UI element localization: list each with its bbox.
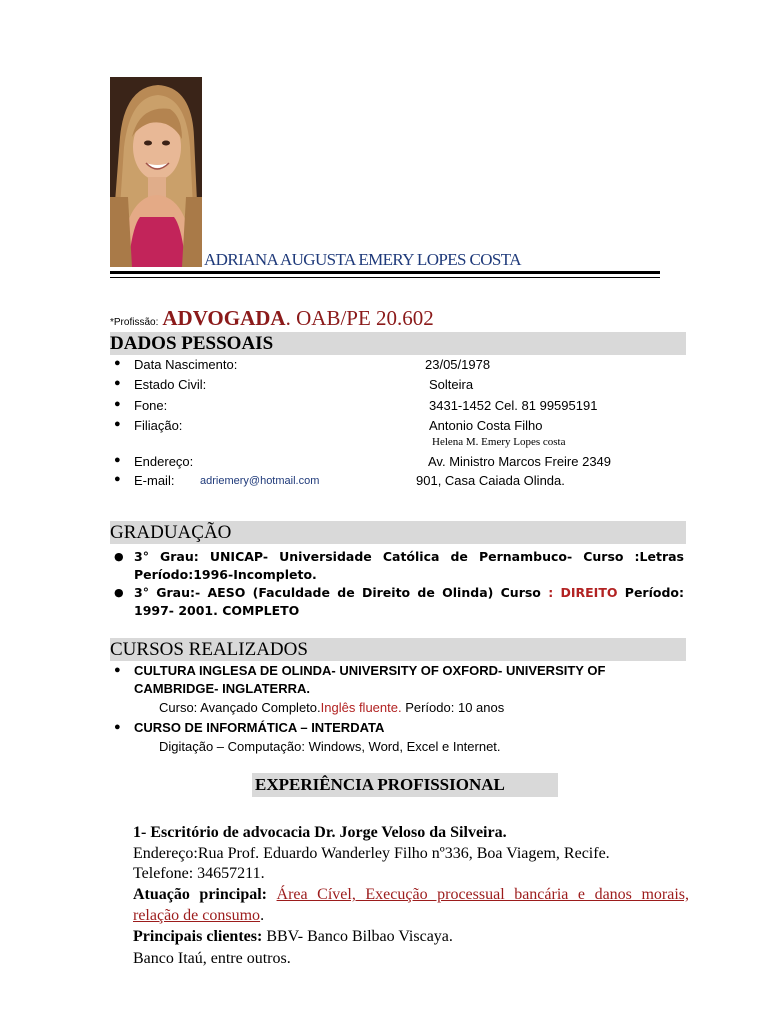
course-title: CURSO DE INFORMÁTICA – INTERDATA: [134, 720, 385, 735]
field-label: Fone:: [134, 398, 168, 413]
course-detail-part: Curso: Avançado Completo.: [159, 700, 321, 715]
bullet-icon: ●: [114, 357, 121, 369]
email-link[interactable]: adriemery@hotmail.com: [200, 475, 320, 487]
section-experiencia: EXPERIÊNCIA PROFISSIONAL: [252, 773, 558, 797]
header-rule-thick: [110, 271, 660, 274]
bullet-icon: ●: [114, 398, 121, 410]
bullet-icon: ●: [114, 418, 121, 430]
job-area-value: Área Cível, Execução processual bancária e danos morais, relação de consumo: [133, 886, 689, 924]
profile-photo: [110, 77, 202, 267]
job-clients-value: BBV- Banco Bilbao Viscaya.: [262, 928, 453, 945]
section-cursos: CURSOS REALIZADOS: [110, 638, 686, 661]
field-value-secondary: Helena M. Emery Lopes costa: [432, 436, 566, 448]
bullet-icon: ●: [114, 550, 124, 563]
course-title: CULTURA INGLESA DE OLINDA- UNIVERSITY OF OXFORD- UNIVERSITY OF CAMBRIDGE- INGLATERRA.: [134, 663, 606, 696]
field-value: Antonio Costa Filho: [429, 418, 543, 433]
header-rule-thin: [110, 277, 660, 278]
job-area: Atuação principal: Área Cível, Execução processual bancária e danos morais, relação de consumo.: [133, 886, 689, 924]
bullet-icon: ●: [114, 377, 121, 389]
graduation-text: 3° Grau: UNICAP- Universidade Católica de Pernambuco- Curso :Letras Período:1996-Incompleto.: [134, 549, 684, 582]
job-phone: Telefone: 34657211.: [133, 865, 265, 882]
course-detail-part: Período: 10 anos: [401, 700, 505, 715]
profession-label: *Profissão:: [110, 317, 159, 328]
full-name: ADRIANA AUGUSTA EMERY LOPES COSTA: [204, 250, 521, 269]
job-clients-label: Principais clientes:: [133, 928, 263, 945]
bullet-icon: ●: [114, 664, 121, 676]
graduation-text-part: 3° Grau:- AESO (Faculdade de Direito de Olinda) Curso: [134, 585, 549, 600]
course-highlight: Inglês fluente.: [320, 700, 402, 715]
job-address: Endereço:Rua Prof. Eduardo Wanderley Filho nº336, Boa Viagem, Recife.: [133, 845, 610, 862]
field-label: Data Nascimento:: [134, 357, 238, 372]
field-value: Solteira: [429, 377, 474, 392]
field-label: Endereço:: [134, 454, 194, 469]
field-value: 3431-1452 Cel. 81 99595191: [429, 398, 598, 413]
field-value: 901, Casa Caiada Olinda.: [416, 473, 565, 488]
field-label: Estado Civil:: [134, 377, 207, 392]
graduation-text: [110, 584, 684, 620]
field-label: E-mail:: [134, 473, 175, 488]
oab-number: . OAB/PE 20.602: [285, 306, 434, 330]
list-item: [110, 548, 684, 584]
course-detail: Digitação – Computação: Windows, Word, Excel e Internet.: [159, 739, 501, 754]
job-clients: [133, 926, 689, 947]
section-graduacao: GRADUAÇÃO: [110, 521, 686, 544]
bullet-icon: ●: [114, 454, 121, 466]
profession: ADVOGADA: [162, 306, 286, 330]
bullet-icon: ●: [114, 473, 121, 485]
field-value: 23/05/1978: [425, 357, 491, 372]
graduation-highlight: : DIREITO: [548, 585, 618, 600]
field-value: Av. Ministro Marcos Freire 2349: [428, 454, 612, 469]
job-area-label: Atuação principal:: [133, 886, 267, 903]
bullet-icon: ●: [114, 586, 124, 599]
section-dados-pessoais: DADOS PESSOAIS: [110, 332, 686, 355]
bullet-icon: ●: [114, 721, 121, 733]
list-item: [110, 584, 684, 620]
job-heading: 1- Escritório de advocacia Dr. Jorge Veloso da Silveira.: [133, 824, 507, 841]
course-detail: [159, 700, 504, 715]
field-label: Filiação:: [134, 418, 183, 433]
profession-line: [110, 306, 434, 331]
graduation-text-part: Período: 1997- 2001. COMPLETO: [134, 585, 685, 618]
job-clients-more: Banco Itaú, entre outros.: [133, 950, 291, 967]
